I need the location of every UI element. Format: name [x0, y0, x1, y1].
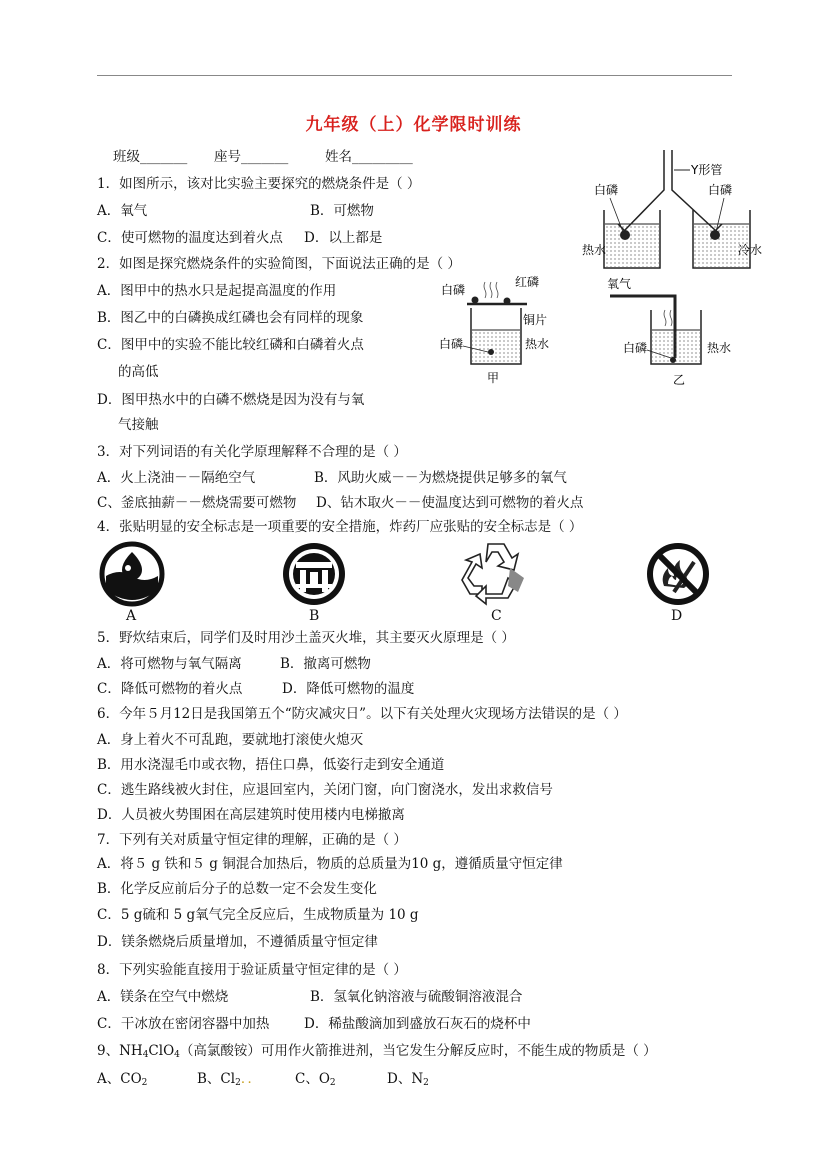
q4-stem: 4．张贴明显的安全标志是一项重要的安全措施，炸药厂应张贴的安全标志是（ ） [97, 519, 583, 535]
oxygen-label: 氧气 [607, 277, 632, 291]
name-field: 姓名_________ [325, 149, 413, 165]
q6-option-d: D．人员被火势围困在高层建筑时使用楼内电梯撤离 [97, 807, 405, 823]
q3-stem: 3．对下列词语的有关化学原理解释不合理的是（ ） [97, 444, 407, 460]
q3-option-d: D、钻木取火－－使温度达到可燃物的着火点 [316, 495, 584, 511]
cold-water-label: 冷水 [738, 243, 763, 257]
q8-option-d: D．稀盐酸滴加到盛放石灰石的烧杯中 [304, 1016, 531, 1032]
q2-option-d: D．图甲热水中的白磷不燃烧是因为没有与氧 [97, 392, 365, 408]
q5-option-b: B．撤离可燃物 [280, 656, 371, 672]
q7-stem: 7．下列有关对质量守恒定律的理解，正确的是（ ） [97, 832, 407, 848]
sign-b-label: B [309, 608, 320, 624]
q2-option-d-cont: 气接触 [118, 417, 159, 433]
q5-option-c: C．降低可燃物的着火点 [97, 681, 243, 697]
q1-stem: 1．如图所示，该对比实验主要探究的燃烧条件是（ ） [97, 176, 421, 192]
no-fire-icon [644, 540, 712, 608]
q8-option-a: A．镁条在空气中燃烧 [97, 989, 229, 1005]
q7-option-b: B．化学反应前后分子的总数一定不会发生变化 [97, 881, 377, 897]
q8-option-c: C．干冰放在密闭容器中加热 [97, 1016, 270, 1032]
q9-option-b: B、$Cl_2$．． [197, 1071, 262, 1088]
combustion-figure [435, 276, 750, 394]
q2-option-a: A．图甲中的热水只是起提高温度的作用 [97, 283, 337, 299]
q2-option-b: B．图乙中的白磷换成红磷也会有同样的现象 [97, 310, 364, 326]
sign-a-label: A [126, 608, 137, 624]
header-rule [97, 75, 732, 76]
recycle-icon [458, 538, 534, 608]
q5-stem: 5．野炊结束后，同学们及时用沙土盖灭火堆，其主要灭火原理是（ ） [97, 630, 515, 646]
figure-yi-label: 乙 [673, 373, 686, 387]
copper-label: 铜片 [523, 313, 548, 327]
red-p-label: 红磷 [515, 275, 540, 289]
seat-field: 座号_______ [214, 149, 289, 165]
white-p-water-label: 白磷 [439, 337, 464, 351]
sign-d-label: D [671, 608, 683, 624]
q8-stem: 8．下列实验能直接用于验证质量守恒定律的是（ ） [97, 962, 407, 978]
q3-option-b: B．风助火威－－为燃烧提供足够多的氧气 [314, 470, 567, 486]
q7-option-c: C．5 g硫和 5 g氧气完全反应后，生成物质量为 10 g [97, 907, 419, 923]
q5-option-a: A．将可燃物与氧气隔离 [97, 656, 242, 672]
q9-option-d: D、$N_2$ [387, 1071, 429, 1088]
q6-option-c: C．逃生路线被火封住，应退回室内，关闭门窗，向门窗浇水，发出求救信号 [97, 782, 553, 798]
sign-b-icon [280, 540, 348, 608]
q9-stem: 9、$NH_4ClO_4$（高氯酸铵）可用作火箭推进剂，当它发生分解反应时，不能生成的物质是（ ） [97, 1043, 657, 1060]
q2-stem: 2．如图是探究燃烧条件的实验简图，下面说法正确的是（ ） [97, 256, 461, 272]
white-p2-label: 白磷 [623, 341, 648, 355]
q7-option-a: A．将５ g 铁和５ g 铜混合加热后，物质的总质量为10 g，遵循质量守恒定律 [97, 856, 563, 872]
q6-option-a: A．身上着火不可乱跑，要就地打滚使火熄灭 [97, 732, 364, 748]
figure-jia-label: 甲 [487, 371, 500, 385]
q7-option-d: D．镁条燃烧后质量增加，不遵循质量守恒定律 [97, 934, 378, 950]
white-p-right-label: 白磷 [708, 183, 733, 197]
q2-option-c: C．图甲中的实验不能比较红磷和白磷着火点 [97, 337, 364, 353]
white-p-left-label: 白磷 [594, 183, 619, 197]
q9-option-a: A、$CO_2$ [97, 1071, 148, 1088]
q6-option-b: B．用水浇湿毛巾或衣物，捂住口鼻，低姿行走到安全通道 [97, 757, 445, 773]
q1-option-a: A．氧气 [97, 203, 148, 219]
sign-c-label: C [491, 608, 502, 624]
page-title: 九年级（上）化学限时训练 [305, 115, 522, 135]
q1-option-d: D．以上都是 [304, 230, 383, 246]
q1-option-c: C．使可燃物的温度达到着火点 [97, 230, 283, 246]
y-tube-figure [582, 150, 775, 275]
q9-option-c: C、$O_2$ [295, 1071, 336, 1088]
class-field: 班级_______ [113, 149, 188, 165]
hot-water-label-yi: 热水 [707, 341, 732, 355]
y-tube-label: Y形管 [691, 163, 723, 177]
q6-stem: 6．今年５月12日是我国第五个“防灾减灾日”。以下有关处理火灾现场方法错误的是（ ） [97, 706, 627, 722]
q5-option-d: D．降低可燃物的温度 [282, 681, 415, 697]
q3-option-a: A．火上浇油－－隔绝空气 [97, 470, 256, 486]
white-p-top-label: 白磷 [441, 283, 466, 297]
sign-a-icon [98, 540, 166, 608]
hot-water-label-jia: 热水 [525, 337, 550, 351]
q8-option-b: B．氢氧化钠溶液与硫酸铜溶液混合 [310, 989, 523, 1005]
q2-option-c-cont: 的高低 [118, 364, 159, 380]
hot-water-label: 热水 [582, 243, 607, 257]
q3-option-c: C、釜底抽薪－－燃烧需要可燃物 [97, 495, 297, 511]
q1-option-b: B．可燃物 [310, 203, 374, 219]
